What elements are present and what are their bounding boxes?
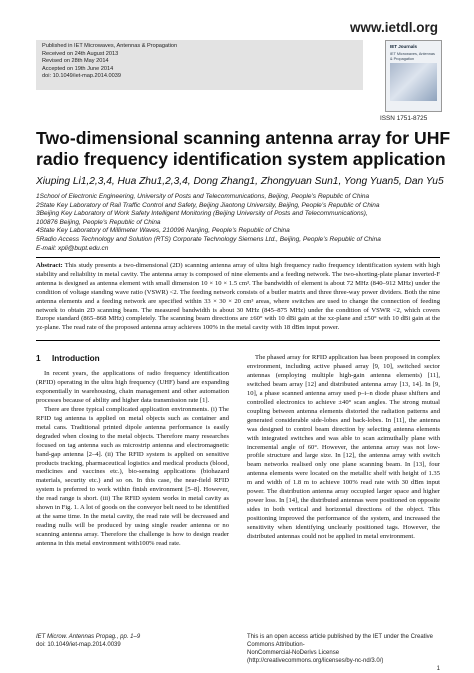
pub-accepted: Accepted on 19th June 2014: [42, 65, 114, 72]
abstract: [36, 262, 440, 333]
affiliation-2: 2State Key Laboratory of Rail Traffic Control and Safety, Beijing Jiaotong University, Beijing, People’s Republic of China: [36, 201, 380, 209]
pub-doi: doi: 10.1049/iet-map.2014.0039: [42, 73, 121, 80]
site-url[interactable]: www.ietdl.org: [349, 20, 438, 35]
journal-cover-thumbnail: [385, 40, 442, 112]
footer-doi: doi: 10.1049/iet-map.2014.0039: [36, 642, 121, 648]
abstract-bottom-rule: [36, 340, 440, 341]
abstract-top-rule: [36, 257, 440, 258]
affiliation-3: 3Beijing Key Laboratory of Work Safety Intelligent Monitoring (Beijing University of Posts and Telecommunications),: [36, 210, 368, 218]
paper-title: Two-dimensional scanning antenna array for UHF radio frequency identification system application: [36, 128, 451, 169]
pub-revised: Revised on 28th May 2014: [42, 58, 109, 65]
issn: ISSN 1751-8725: [380, 115, 428, 122]
pub-received: Received on 24th August 2013: [42, 50, 119, 57]
cover-logo: IET Journals: [390, 44, 418, 49]
left-column: [36, 370, 229, 549]
cover-image: [390, 63, 437, 101]
cover-title: IET Microwaves, Antennas & Propagation: [390, 52, 435, 61]
author-email[interactable]: E-mail: xpli@bupt.edu.cn: [36, 244, 109, 252]
footer-right: [247, 633, 440, 673]
left-paragraph-2: There are three typical complicated application environments. (i) The RFID tag antenna is applied on metal objects such as container and metal cans. Traditional printed dipole antenna performance is easily degraded when closing to the metal objects. Therefore many researches focused on tag antenna such as microstrip antenna and electromagnetic band-gap antenna [2–4]. (ii) The RFID system is applied on sensitive products tracking, pharmaceutical logistics and medical products (blood, medicines and vaccines etc.), bio-sensing applications (biohazard materials, security etc.) and so on. In this case, the near-field RFID system is preferred to work within finish environment [5–8]. However, the read range is short. (iii) The RFID system works in metal cavity as shown in Fig. 1. A lot of goods on the conveyor belt need to be identified at the same time. In the metal cavity, the read rate will be decreased and reading nulls will be produced by using single reader antenna or no scanning antenna array. Therefore the challenge is how to design reader antenna in this metal environment with100% read rate.: [36, 405, 229, 548]
affiliation-5: 5Radio Access Technology and Solution (RTS) Corporate Technology Siemens Ltd., Beijing, People’s Republic of China: [36, 235, 381, 243]
footer-license-1: This is an open access article published by the IET under the Creative Commons Attribution-: [247, 634, 433, 648]
abstract-text: This study presents a two-dimensional (2D) scanning antenna array of ultra high frequency radio frequency identification system with high stability and reliability in metal cavity. The antenna array is composed of nine elements and a feeding network. The two-shorting-plate planar inverted-F antenna is designed as antenna element with small dimension 10 × 10 × 1.5 cm³. The bandwidth of element is about 72 MHz (840–912 MHz) under the condition of voltage standing wave ratio (VSWR) <2. The feeding network consists of a butler matrix and three three-way power dividers. Both the nine antenna elements and a feeding network are specified within 33 × 30 × 20 cm³ areas, where switches are used to change the connection of feeding network to obtain 2D scanning beam. The measured bandwidth is about 30 MHz (845–875 MHz) under the condition of VSWR <2, which covers Europe standard (865–868 MHz) completely. The scanning beam directions are ±60° with 10 dBi gain at the xz-plane and ±50° with 10 dBi gain at the yz-plane. The read rate of the proposed antenna array achieves 100% in the metal cavity with 18 dBm input power.: [36, 262, 441, 332]
pub-journal: Published in IET Microwaves, Antennas & Propagation: [42, 43, 178, 49]
publication-info-box: [36, 40, 363, 90]
section-heading: [36, 354, 100, 363]
affiliation-1: 1School of Electronic Engineering, University of Posts and Telecommunications, Beijing, People’s Republic of China: [36, 193, 370, 200]
abstract-label: Abstract:: [36, 262, 63, 269]
footer-left: [36, 633, 140, 649]
left-paragraph-1: In recent years, the applications of radio frequency identification (RFID) operating in the ultra high frequency (UHF) band are expanding exponentially in warehousing, chain management and other automation processes because of ability and higher data transmission rate [1].: [36, 370, 229, 404]
right-column: [247, 354, 440, 542]
right-paragraph-1: The phased array for RFID application has been proposed in complex environment, including active phased array [9, 10], switched sector antennas (employing multiple high-gain antenna elements) [11], switched beam array [12] and distributed antenna array [13, 14]. In [9, 10], a phase scanned antenna array used p–i–n diode phase shifters and controlled electronics to achieve ±40° scan angles. The strong mutual coupling between antenna elements distorted the radiation patterns and generated considerable side-lobes and back-lobes. In [11], the antenna was designed to control beam direction by selecting antenna elements with integrated switches and was able to scan azimuthally plane with incremental angle of 60°. However, the antenna array was not low-profile structure and large size. In [12], the antenna array with switch beam networks realised only one plane scanning beam. In [13], four antenna elements were located on the metallic shelf with height of 1.35 m and width of 1.8 m to achieve 100% read rate with 30 dBm input power. The distribution antenna array occupied larger space and higher power loss. In [14], the distributed antennas were positioned on opposite sides in both vertical and horizontal directions of the object. This positioning improved the performance of the system, and increased the sensitivity when identifying unclearly positioned tags. However, the distributed antennas could not be applied in metal environment.: [247, 354, 440, 541]
affiliation-4: 4State Key Laboratory of Millimeter Waves, 210096 Nanjing, People’s Republic of China: [36, 227, 290, 235]
section-title: Introduction: [51, 354, 100, 363]
affiliations: [36, 193, 456, 253]
author-list: Xiuping Li1,2,3,4, Hua Zhu1,2,3,4, Dong Zhang1, Zhongyuan Sun1, Yong Yuan5, Dan Yu5: [36, 176, 444, 187]
section-number: 1: [36, 354, 41, 363]
footer-license-2[interactable]: NonCommercial-NoDerivs License (http://creativecommons.org/licenses/by-nc-nd/3.0/): [247, 650, 384, 664]
footer-journal: IET Microw. Antennas Propag., pp. 1–9: [36, 634, 141, 640]
affiliation-3-cont: 100876 Beijing, People’s Republic of China: [36, 218, 161, 226]
page-number: 1: [436, 666, 440, 672]
